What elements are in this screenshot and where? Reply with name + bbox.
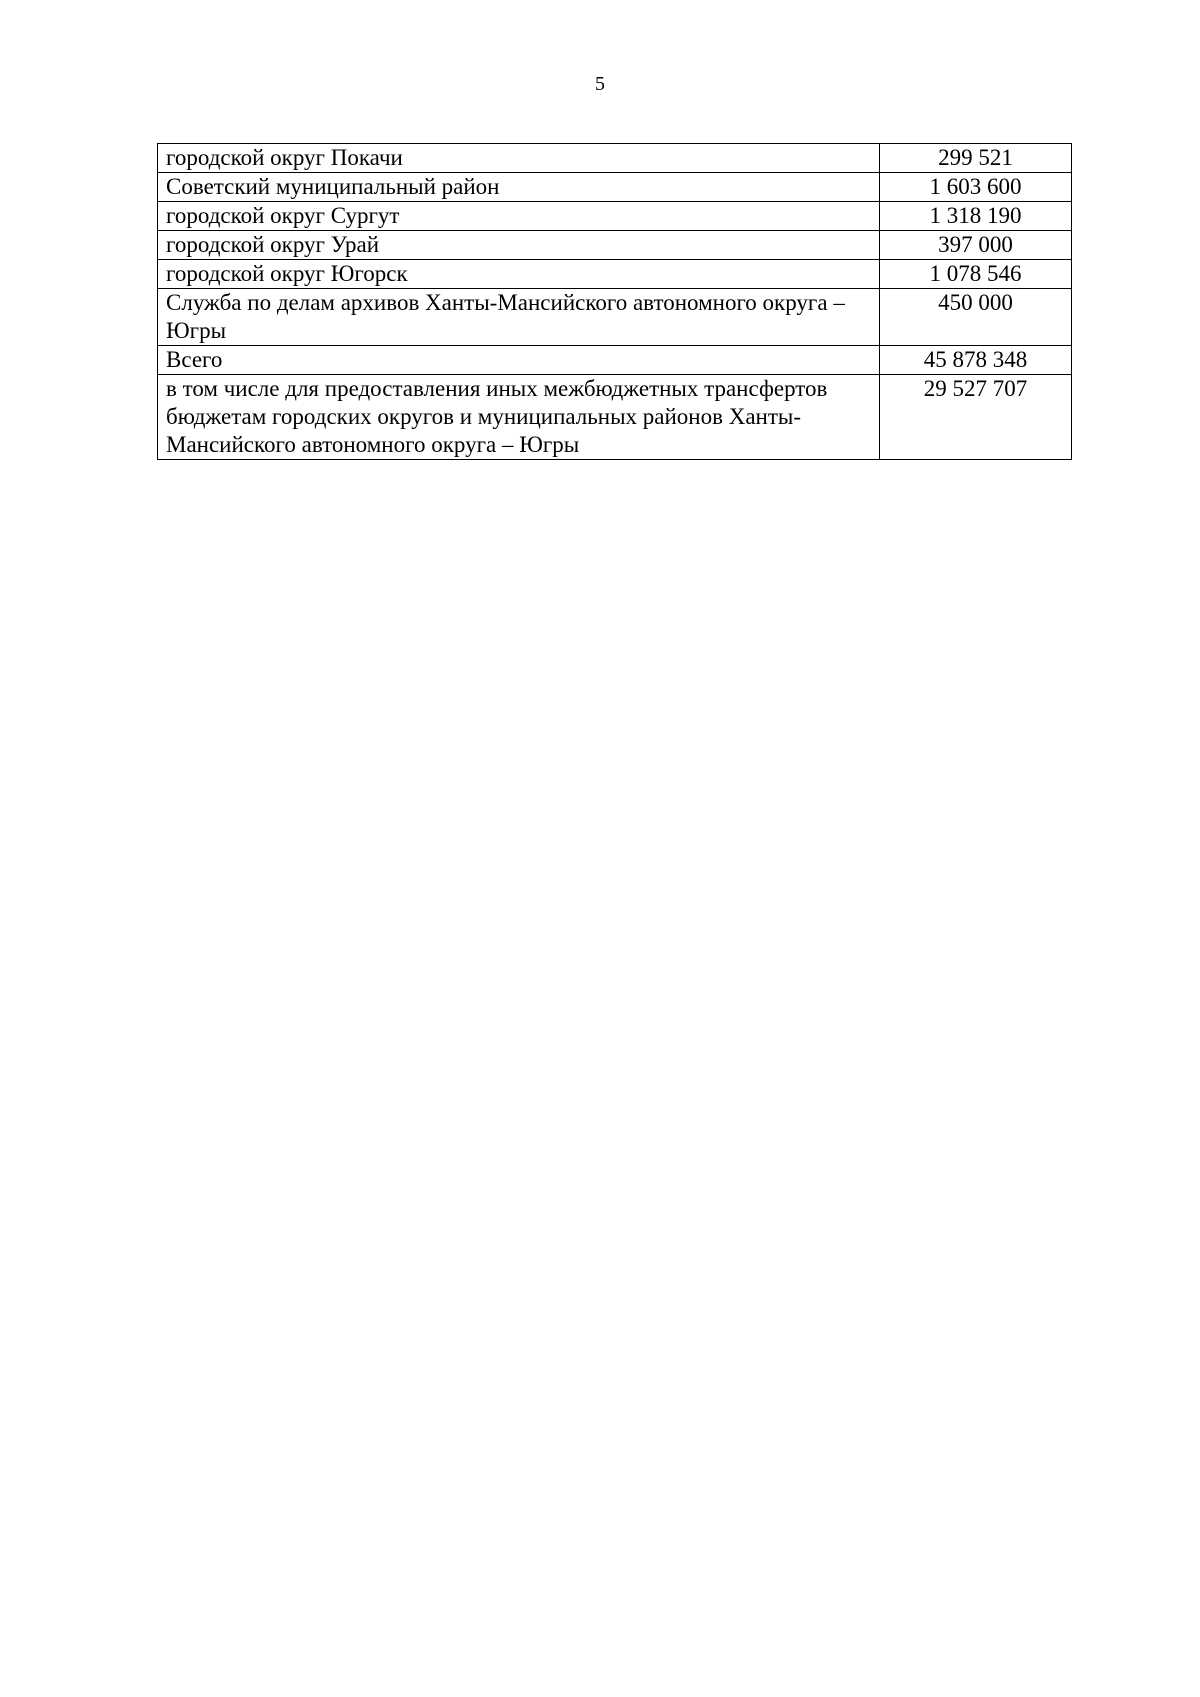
row-name: городской округ Покачи — [158, 144, 880, 173]
table-row — [158, 375, 1072, 460]
row-value: 29 527 707 — [880, 375, 1072, 460]
table-row — [158, 289, 1072, 346]
table-row — [158, 144, 1072, 173]
row-value: 450 000 — [880, 289, 1072, 346]
page-number: 5 — [595, 73, 605, 95]
row-value: 1 318 190 — [880, 202, 1072, 231]
row-name: Служба по делам архивов Ханты-Мансийского автономного округа – Югры — [158, 289, 880, 346]
row-value: 45 878 348 — [880, 346, 1072, 375]
row-name: городской округ Югорск — [158, 260, 880, 289]
row-value: 1 078 546 — [880, 260, 1072, 289]
table-row-total — [158, 346, 1072, 375]
row-value: 1 603 600 — [880, 173, 1072, 202]
table-row — [158, 231, 1072, 260]
table-row — [158, 202, 1072, 231]
row-name: городской округ Сургут — [158, 202, 880, 231]
row-name: в том числе для предоставления иных межбюджетных трансфертов бюджетам городских округов и муниципальных районов Ханты-Мансийского автономного округа – Югры — [158, 375, 880, 460]
row-value: 397 000 — [880, 231, 1072, 260]
table-row — [158, 260, 1072, 289]
row-name: городской округ Урай — [158, 231, 880, 260]
row-name: Всего — [158, 346, 880, 375]
budget-table — [157, 143, 1072, 460]
table-row — [158, 173, 1072, 202]
row-name: Советский муниципальный район — [158, 173, 880, 202]
row-value: 299 521 — [880, 144, 1072, 173]
